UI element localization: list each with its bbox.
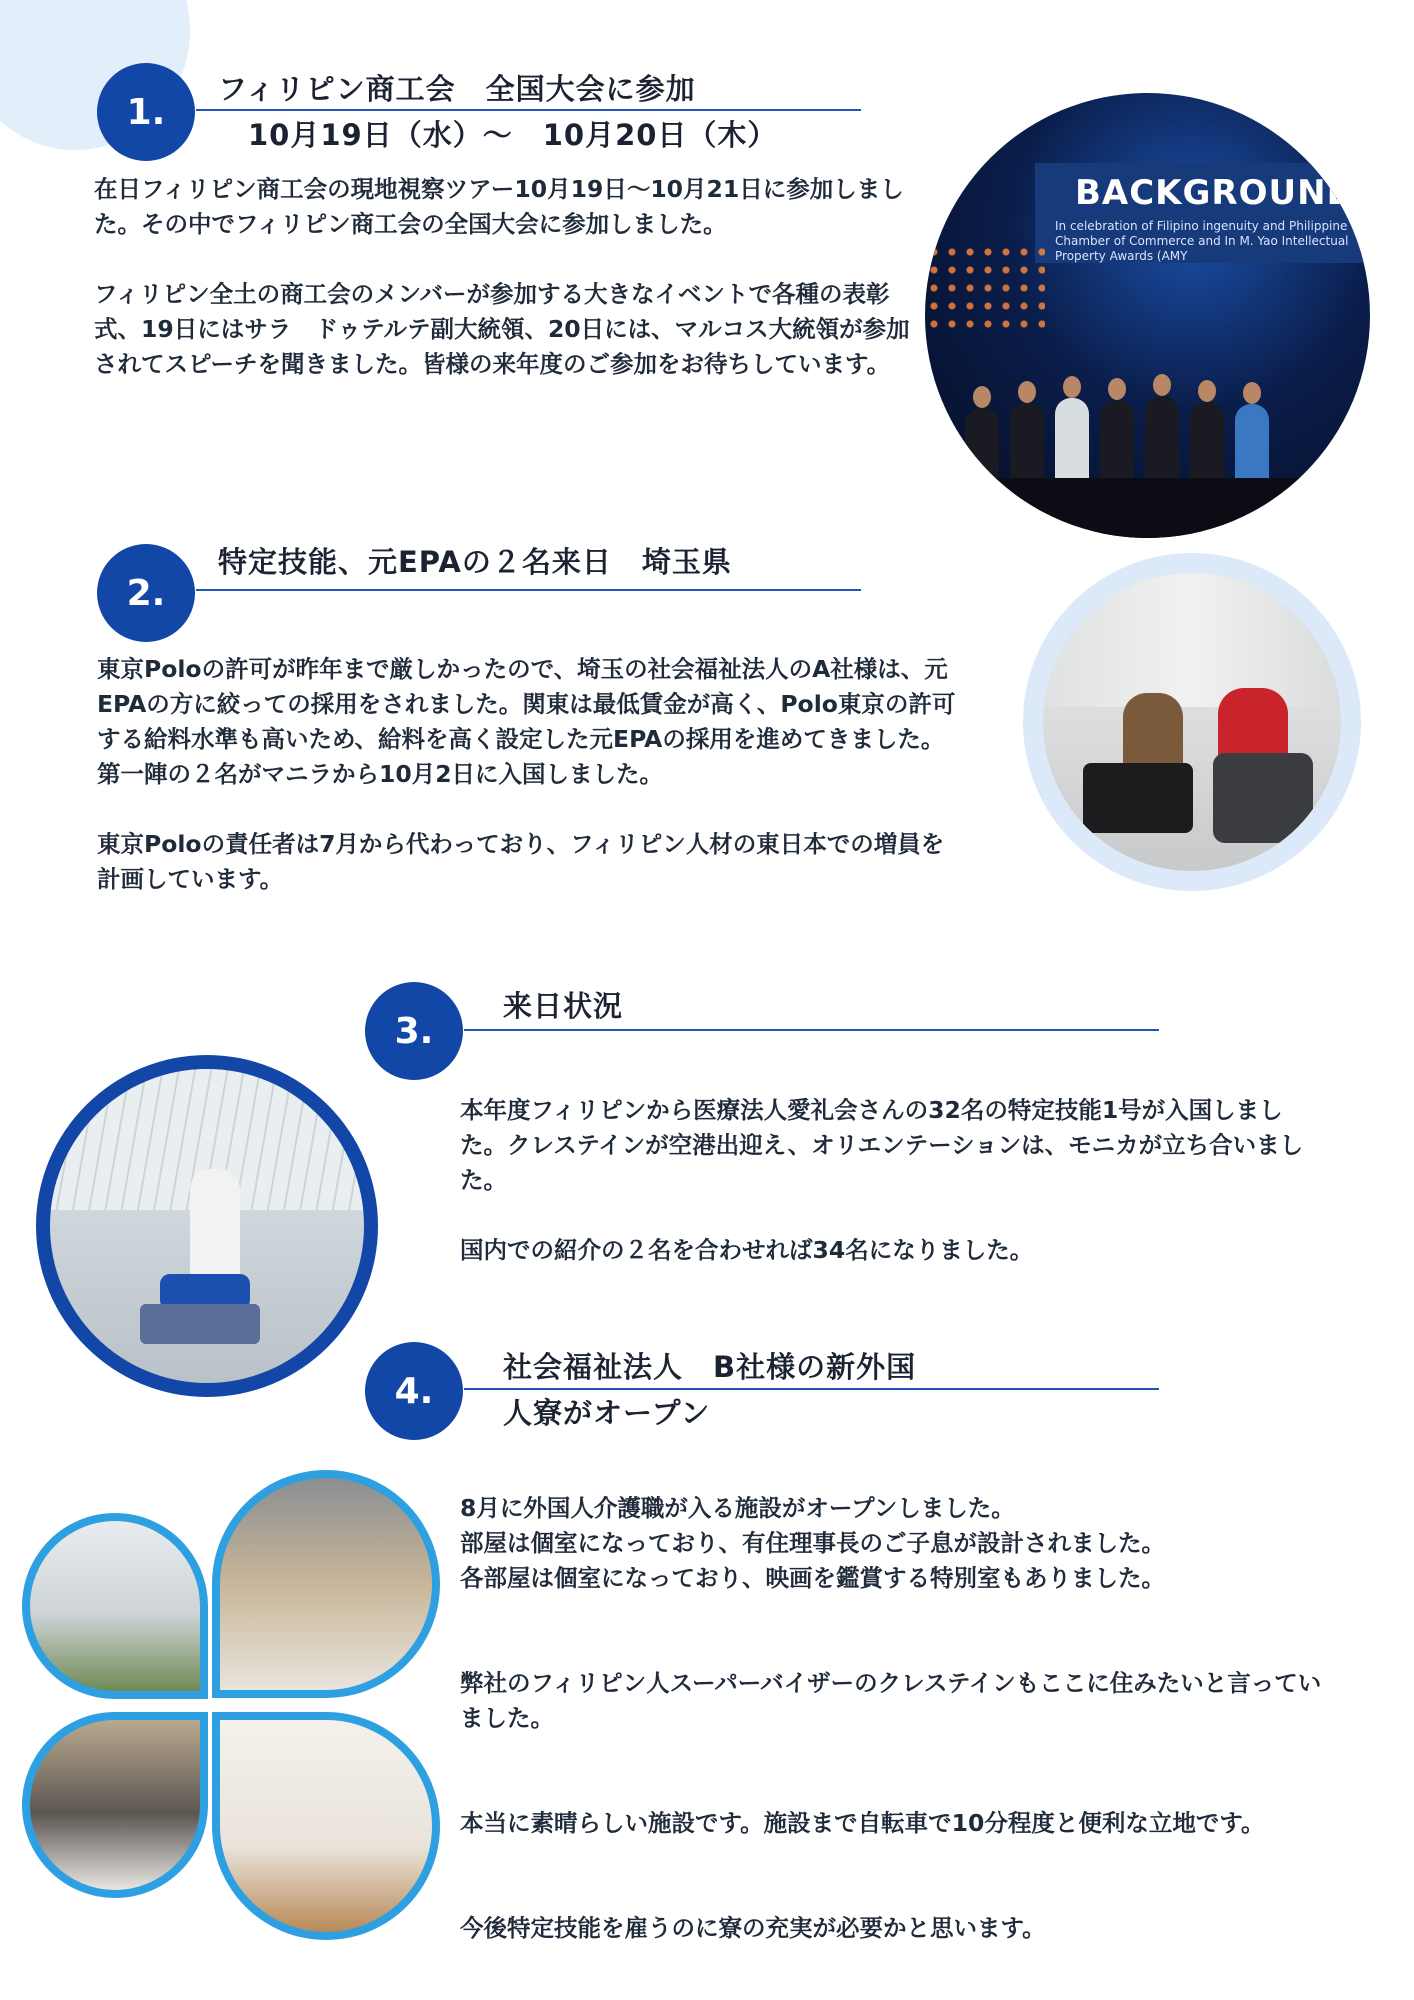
section-4-paragraph-4: 今後特定技能を雇うのに寮の充実が必要かと思います。	[460, 1914, 1046, 1942]
section-1-paragraph-1: 在日フィリピン商工会の現地視察ツアー10月19日～10月21日に参加しました。その中でフィリピン商工会の全国大会に参加しました。	[94, 175, 904, 238]
section-3-title: 来日状況	[503, 989, 624, 1023]
stage-banner	[1035, 163, 1365, 263]
section-1-title: フィリピン商工会 全国大会に参加	[218, 72, 696, 106]
arrival-photo	[1043, 573, 1341, 871]
section-1-underline	[196, 109, 861, 111]
section-3-paragraph-2: 国内での紹介の２名を合わせれば34名になりました。	[460, 1236, 1034, 1264]
section-2-body	[97, 652, 959, 897]
section-4-title-line-1: 社会福祉法人 B社様の新外国	[503, 1350, 917, 1384]
stage-lights	[925, 243, 1045, 333]
stage-floor	[925, 478, 1370, 538]
stage-banner-title: BACKGROUND	[1075, 173, 1356, 213]
section-3-number: 3.	[365, 982, 463, 1080]
section-4-body	[460, 1456, 1322, 1981]
section-1-number: 1.	[97, 63, 195, 161]
dorm-atrium-photo	[212, 1470, 440, 1698]
section-3-body	[460, 1093, 1322, 1268]
section-4-number: 4.	[365, 1342, 463, 1440]
luggage-cart	[1083, 763, 1193, 833]
terminal-photo	[50, 1069, 364, 1383]
award-ceremony-photo	[925, 93, 1370, 538]
section-4-title-line-2: 人寮がオープン	[503, 1396, 711, 1430]
section-1-paragraph-2: フィリピン全土の商工会のメンバーが参加する大きなイベントで各種の表彰式、19日にはサラ ドゥテルテ副大統領、20日には、マルコス大統領が参加されてスピーチを聞きました。皆様の来年度のご参加をお待ちしています。	[94, 280, 910, 378]
section-4-paragraph-3: 本当に素晴らしい施設です。施設まで自転車で10分程度と便利な立地です。	[460, 1809, 1265, 1837]
section-1-body	[94, 172, 916, 382]
section-3-paragraph-1: 本年度フィリピンから医療法人愛礼会さんの32名の特定技能1号が入国しました。クレステインが空港出迎え、オリエンテーションは、モニカが立ち合いました。	[460, 1096, 1304, 1194]
section-2-number: 2.	[97, 544, 195, 642]
section-4-paragraph-1: 8月に外国人介護職が入る施設がオープンしました。 部屋は個室になっており、有住理事長のご子息が設計されました。 各部屋は個室になっており、映画を鑑賞する特別室もありました。	[460, 1494, 1165, 1592]
dorm-room-photo	[212, 1712, 440, 1940]
dorm-exterior-photo	[22, 1513, 208, 1699]
stage-banner-caption: In celebration of Filipino ingenuity and Philippine Chamber of Commerce and In M. Yao Intellectual Property Awards (AMY	[1055, 219, 1349, 263]
section-2-title: 特定技能、元EPAの２名来日 埼玉県	[218, 545, 732, 579]
traveler	[190, 1169, 240, 1279]
section-1-dates: 10月19日（水）～ 10月20日（木）	[248, 118, 778, 152]
section-2-underline	[196, 589, 861, 591]
section-4-underline	[464, 1388, 1159, 1390]
section-2-paragraph-2: 東京Poloの責任者は7月から代わっており、フィリピン人材の東日本での増員を計画しています。	[97, 830, 945, 893]
section-2-paragraph-1: 東京Poloの許可が昨年まで厳しかったので、埼玉の社会福祉法人のA社様は、元EPAの方に絞っての採用をされました。関東は最低賃金が高く、Polo東京の許可する給料水準も高いため、給料を高く設定した元EPAの採用を進めてきました。第一陣の２名がマニラから10月2日に入国しました。	[97, 655, 956, 788]
suitcase	[1213, 753, 1313, 843]
section-3-underline	[464, 1029, 1159, 1031]
dorm-stairs-photo	[22, 1712, 208, 1898]
section-4-paragraph-2: 弊社のフィリピン人スーパーバイザーのクレステインもここに住みたいと言っていました。	[460, 1669, 1322, 1732]
luggage	[140, 1304, 260, 1344]
